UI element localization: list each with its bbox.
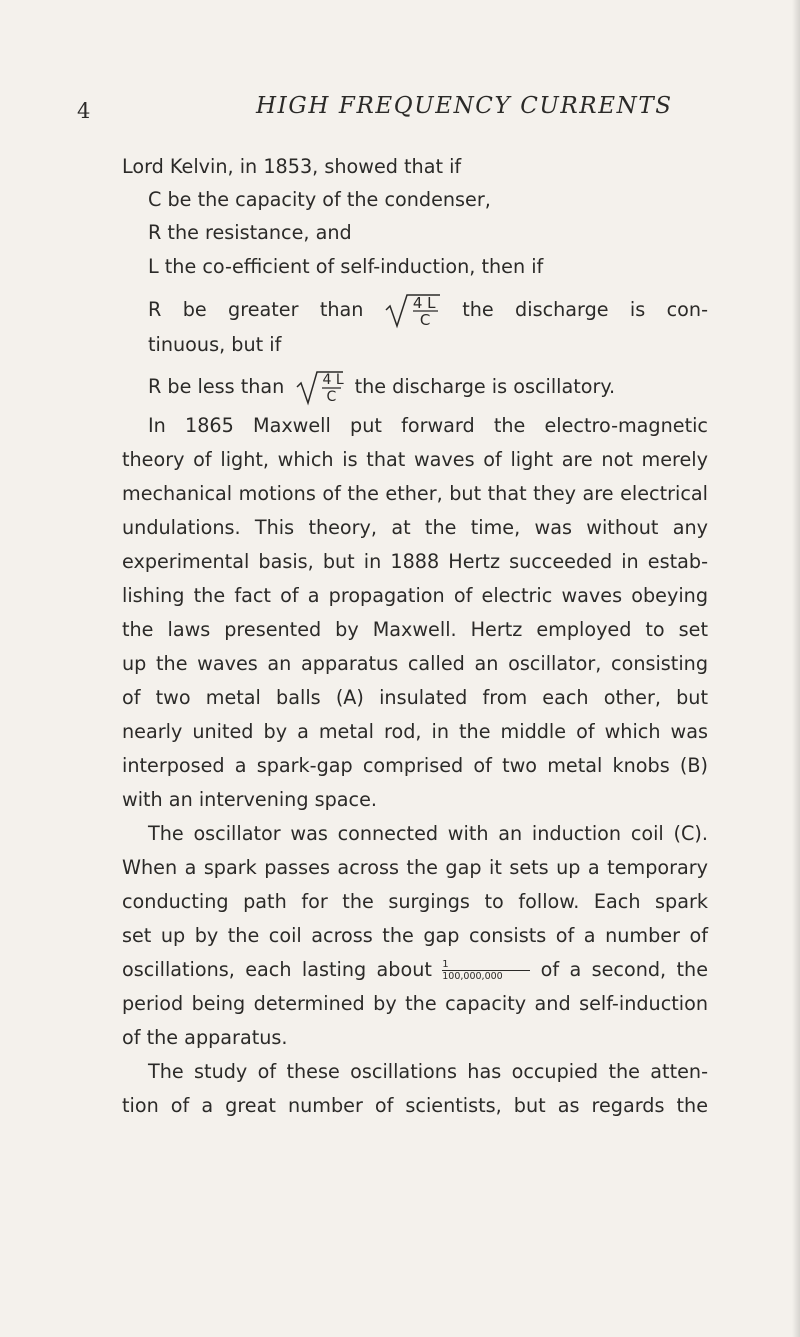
- running-head: HIGH FREQUENCY CURRENTS: [256, 93, 673, 119]
- text-line: lishing the fact of a propagation of electric waves obeying: [122, 584, 708, 607]
- text-line: experimental basis, but in 1888 Hertz succeeded in estab-: [122, 550, 708, 573]
- sqrt-formula: [385, 293, 441, 329]
- fraction-numerator: 1: [442, 958, 449, 970]
- text-fragment: the discharge is oscillatory.: [354, 375, 616, 398]
- text-line: Lord Kelvin, in 1853, showed that if: [122, 155, 462, 178]
- page-number: 4: [77, 99, 91, 123]
- formula-denominator: C: [326, 388, 337, 405]
- formula-denominator: C: [419, 310, 431, 329]
- small-fraction: [442, 960, 530, 982]
- text-line: R the resistance, and: [148, 221, 352, 244]
- text-line: of two metal balls (A) insulated from each other, but: [122, 686, 708, 709]
- page-header: [0, 93, 800, 133]
- fraction-denominator: 100,000,000: [442, 970, 503, 982]
- text-line: the laws presented by Maxwell. Hertz employed to set: [122, 618, 708, 641]
- text-line: L the co-efficient of self-induction, then if: [148, 255, 544, 278]
- formula-line-greater: [148, 292, 708, 328]
- text-line: up the waves an apparatus called an oscillator, consisting: [122, 652, 708, 675]
- text-line: The study of these oscillations has occupied the atten-: [148, 1060, 708, 1083]
- text-line: theory of light, which is that waves of light are not merely: [122, 448, 708, 471]
- text-fragment: the discharge is con-: [462, 298, 708, 321]
- text-line: nearly united by a metal rod, in the middle of which was: [122, 720, 708, 743]
- text-line: interposed a spark-gap comprised of two metal knobs (B): [122, 754, 708, 777]
- text-fragment: R be less than: [148, 375, 285, 398]
- text-fragment: oscillations, each lasting about: [122, 958, 432, 981]
- text-line: tion of a great number of scientists, but as regards the: [122, 1094, 708, 1117]
- text-line: conducting path for the surgings to follow. Each spark: [122, 890, 708, 913]
- text-line: The oscillator was connected with an induction coil (C).: [148, 822, 708, 845]
- text-line: set up by the coil across the gap consists of a number of: [122, 924, 708, 947]
- text-line: with an intervening space.: [122, 788, 378, 811]
- text-line: undulations. This theory, at the time, was without any: [122, 516, 708, 539]
- text-line: In 1865 Maxwell put forward the electro-magnetic: [148, 414, 708, 437]
- page-edge-shadow: [792, 0, 800, 1337]
- text-fragment: R be greater than: [148, 298, 364, 321]
- text-line: of the apparatus.: [122, 1026, 288, 1049]
- formula-line-less: [148, 369, 708, 405]
- text-line: When a spark passes across the gap it sets up a temporary: [122, 856, 708, 879]
- sqrt-formula: [296, 370, 344, 406]
- text-line: tinuous, but if: [148, 333, 282, 356]
- formula-numerator: 4 L: [412, 293, 436, 312]
- text-line: period being determined by the capacity and self-induction: [122, 992, 708, 1015]
- formula-numerator: 4 L: [322, 371, 344, 388]
- formula-line-fraction: [122, 955, 708, 985]
- text-line: mechanical motions of the ether, but that they are electrical: [122, 482, 708, 505]
- text-line: C be the capacity of the condenser,: [148, 188, 491, 211]
- text-fragment: of a second, the: [540, 958, 708, 981]
